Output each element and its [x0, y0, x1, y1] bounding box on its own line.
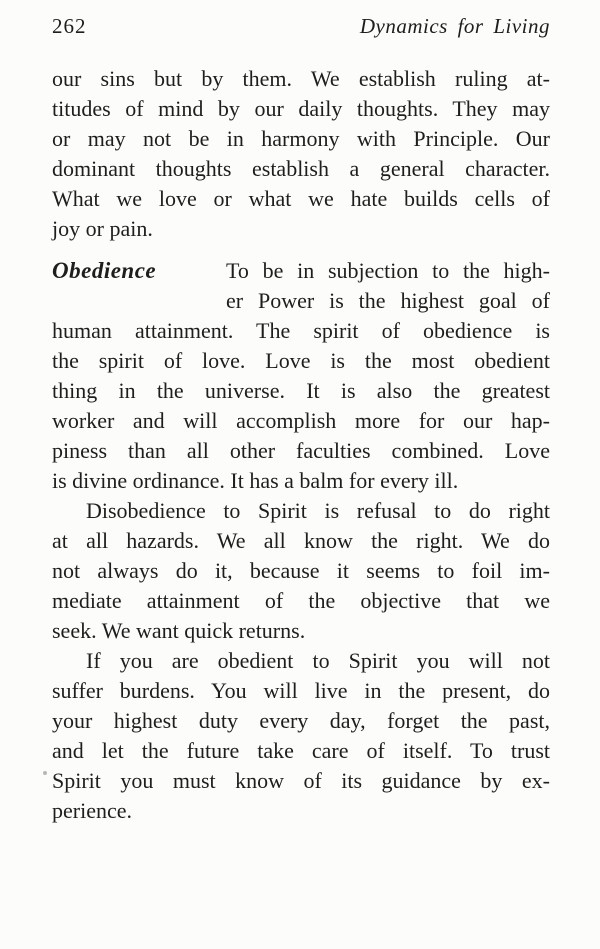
text-line: the spirit of love. Love is the most obedient	[52, 348, 550, 373]
text-line: If you are obedient to Spirit you will not	[86, 648, 550, 673]
text-line: suffer burdens. You will live in the present, do	[52, 678, 550, 703]
text-line: perience.	[52, 798, 132, 823]
text-line: titudes of mind by our daily thoughts. They may	[52, 96, 550, 121]
running-head	[52, 14, 550, 38]
section-heading: Obedience	[52, 258, 157, 283]
text-line: not always do it, because it seems to foil im-	[52, 558, 550, 583]
text-line: joy or pain.	[52, 216, 153, 241]
text-line: seek. We want quick returns.	[52, 618, 306, 643]
text-line: at all hazards. We all know the right. We do	[52, 528, 550, 553]
text-line: your highest duty every day, forget the past,	[52, 708, 550, 733]
text-line: worker and will accomplish more for our hap-	[52, 408, 550, 433]
text-line: human attainment. The spirit of obedience is	[52, 318, 550, 343]
text-line: er Power is the highest goal of	[226, 288, 550, 313]
running-title: Dynamics for Living	[359, 14, 550, 38]
text-line: our sins but by them. We establish ruling at-	[52, 66, 550, 91]
text-line: piness than all other faculties combined. Love	[52, 438, 550, 463]
text-line: or may not be in harmony with Principle. Our	[52, 126, 550, 151]
page-body	[52, 64, 550, 826]
page-number: 262	[52, 14, 87, 38]
text-line: Disobedience to Spirit is refusal to do right	[86, 498, 550, 523]
text-line: What we love or what we hate builds cells of	[52, 186, 550, 211]
text-line: dominant thoughts establish a general character.	[52, 156, 550, 181]
scan-speck	[43, 771, 47, 775]
text-line: and let the future take care of itself. To trust	[52, 738, 550, 763]
text-line: Spirit you must know of its guidance by ex-	[52, 768, 550, 793]
text-line: To be in subjection to the high-	[226, 258, 550, 283]
section-obedience	[52, 256, 550, 496]
paragraph-continued	[52, 64, 550, 244]
text-line: is divine ordinance. It has a balm for every ill.	[52, 468, 459, 493]
text-line: thing in the universe. It is also the greatest	[52, 378, 550, 403]
paragraph-disobedience	[52, 496, 550, 646]
text-line: mediate attainment of the objective that we	[52, 588, 550, 613]
paragraph-obedient-spirit	[52, 646, 550, 826]
section-heading-row	[52, 256, 550, 286]
